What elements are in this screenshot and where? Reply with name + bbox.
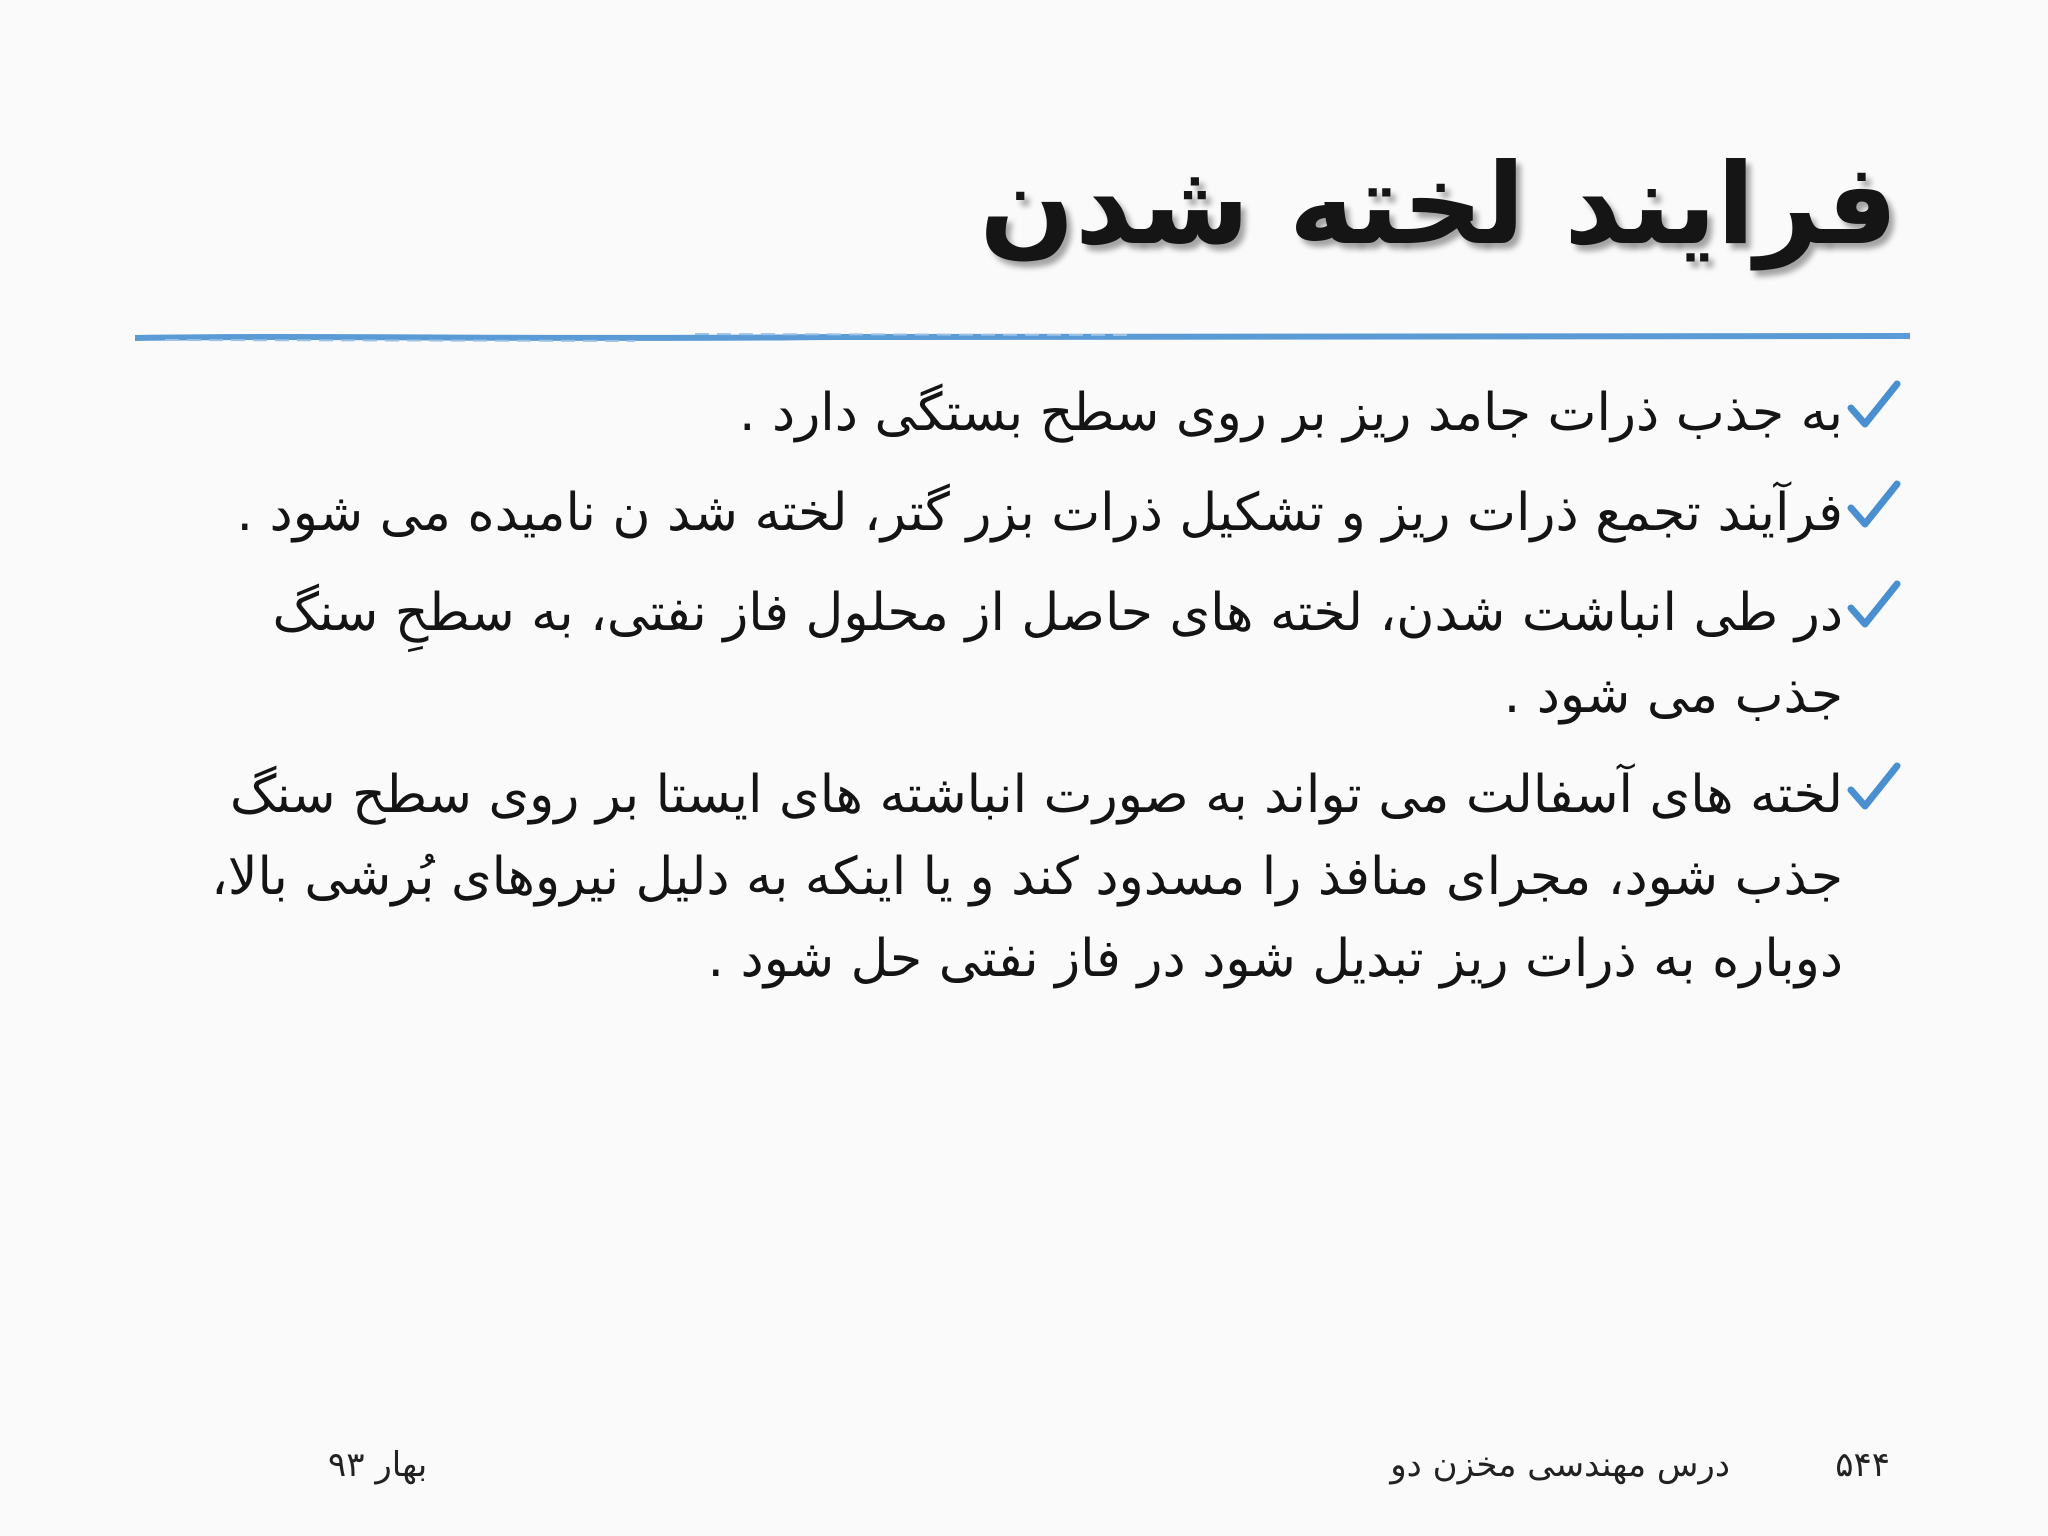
bullet-list: [203, 372, 1843, 1018]
checkmark-icon: [1845, 760, 1901, 816]
bullet-text: به جذب ذرات جامد ریز بر روی سطح بستگی دارد .: [738, 383, 1843, 443]
bullet-item: [203, 754, 1843, 1000]
footer-page-number: ۵۴۴: [1835, 1445, 1890, 1485]
bullet-item: [203, 572, 1843, 736]
footer-course-title: درس مهندسی مخزن دو: [1390, 1445, 1730, 1485]
checkmark-icon: [1845, 478, 1901, 534]
bullet-text: فرآیند تجمع ذرات ریز و تشکیل ذرات بزر گتر، لخته شد ن نامیده می شود .: [236, 483, 1843, 543]
bullet-item: [203, 472, 1843, 554]
bullet-item: [203, 372, 1843, 454]
title-underline: [135, 330, 1910, 346]
bullet-text: لخته های آسفالت می تواند به صورت انباشته های ایستا بر روی سطح سنگ جذب شود، مجرای منافذ را مسدود کند و یا اینکه به دلیل نیروهای بُرشی بالا، دوباره به ذرات ریز تبدیل شود در فاز نفتی حل شود .: [211, 765, 1843, 989]
footer-term: بهار ۹۳: [328, 1445, 428, 1485]
checkmark-icon: [1845, 378, 1901, 434]
slide-title: فرایند لخته شدن: [979, 140, 1898, 270]
checkmark-icon: [1845, 578, 1901, 634]
bullet-text: در طی انباشت شدن، لخته های حاصل از محلول فاز نفتی، به سطحِ سنگ جذب می شود .: [272, 583, 1843, 725]
